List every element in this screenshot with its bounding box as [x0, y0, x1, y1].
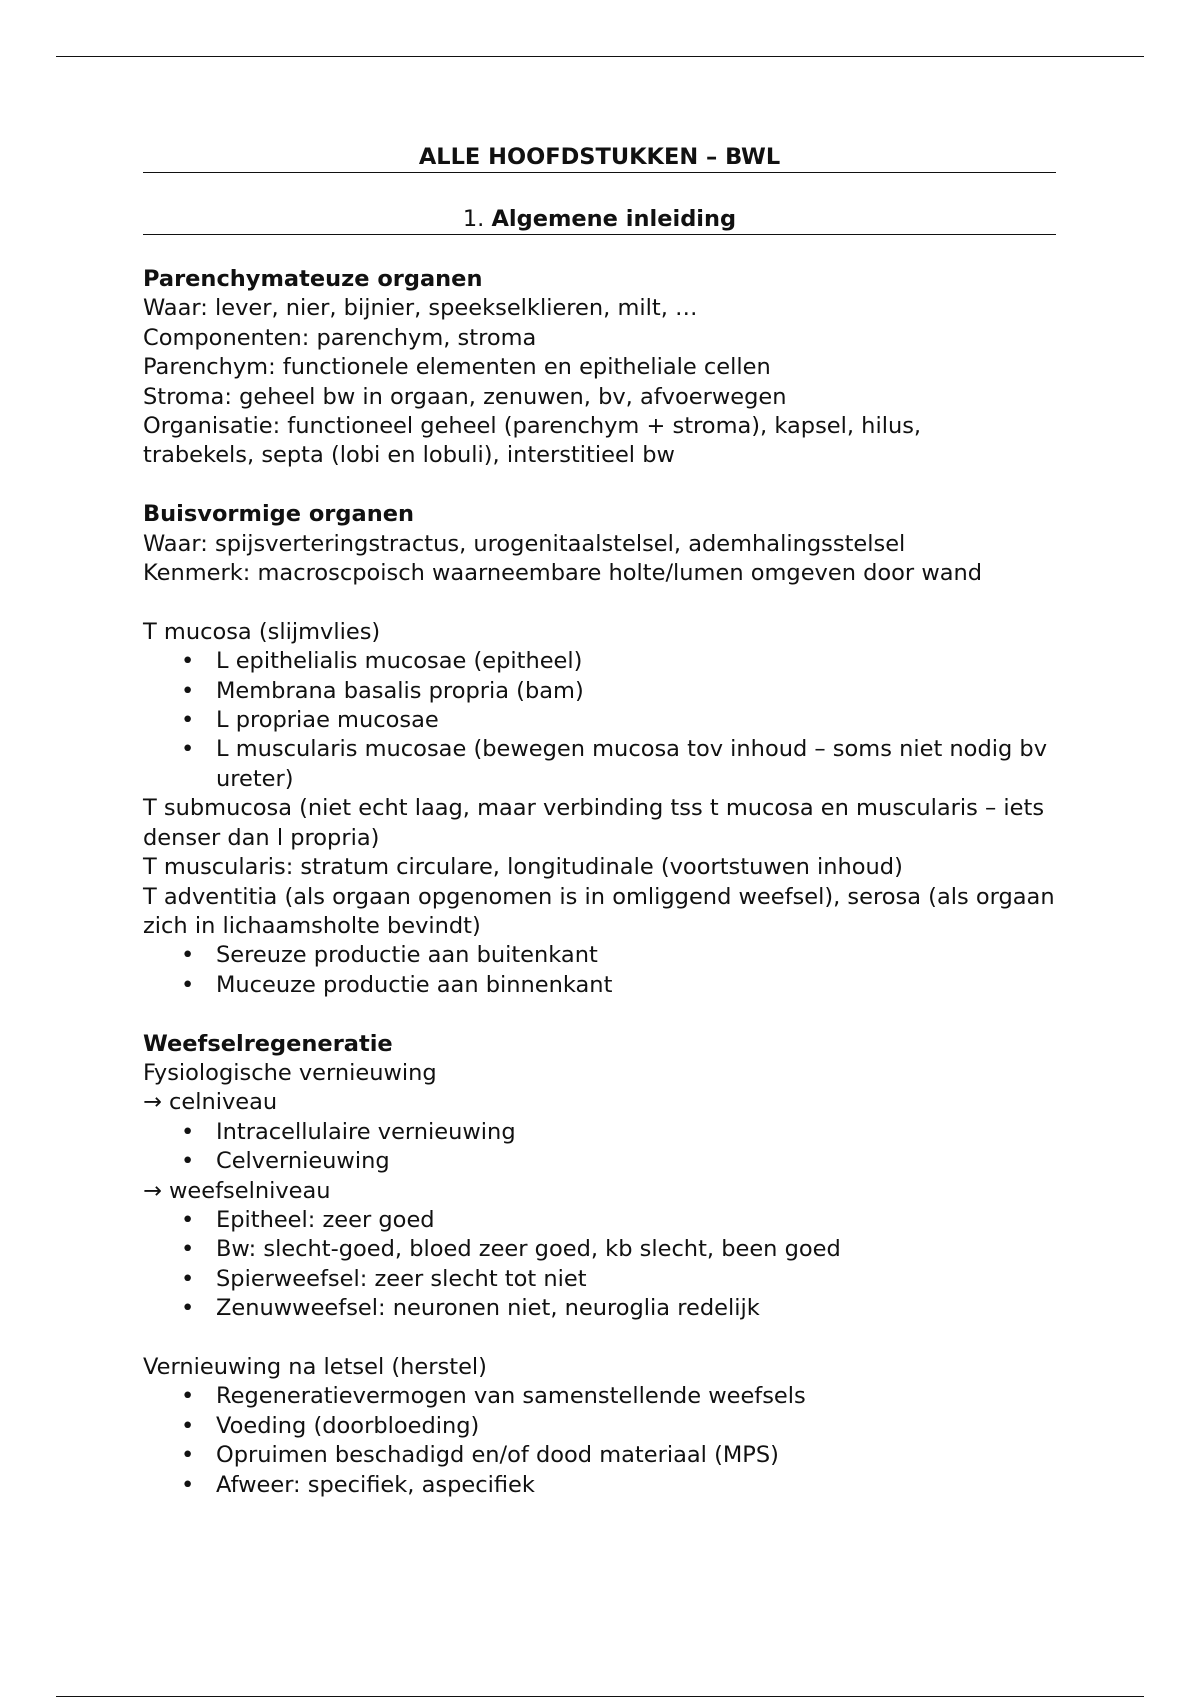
text-line: Fysiologische vernieuwing: [143, 1059, 437, 1086]
spacer: [143, 588, 1056, 617]
text-line: trabekels, septa (lobi en lobuli), interstitieel bw: [143, 442, 675, 469]
muscularis-text: T muscularis: stratum circulare, longitudinale (voortstuwen inhoud): [143, 854, 903, 881]
submucosa-text: T submucosa (niet echt laag, maar verbinding tss t mucosa en muscularis – iets denser dan l propria): [143, 795, 1045, 851]
section-heading: Weefselregeneratie: [143, 1030, 393, 1057]
list-item: • Membrana basalis propria (bam): [143, 677, 1056, 706]
chapter-number: 1.: [462, 206, 485, 232]
mucosa-label: T mucosa (slijmvlies): [143, 618, 381, 645]
letsel-list: [143, 1382, 1056, 1500]
text-line: Stroma: geheel bw in orgaan, zenuwen, bv, afvoerwegen: [143, 383, 787, 410]
list-item: • Sereuze productie aan buitenkant: [143, 941, 1056, 970]
spacer: [143, 1324, 1056, 1353]
spacer: [143, 1000, 1056, 1029]
list-item: • Intracellulaire vernieuwing: [143, 1118, 1056, 1147]
list-item: • Spierweefsel: zeer slecht tot niet: [143, 1265, 1056, 1294]
page-bottom-rule: [56, 1696, 1144, 1697]
celniveau-label: → celniveau: [143, 1089, 278, 1116]
weefselniveau-label: → weefselniveau: [143, 1177, 331, 1204]
list-item: • Muceuze productie aan binnenkant: [143, 971, 1056, 1000]
adventitia-list: [143, 941, 1056, 1000]
letsel-label: Vernieuwing na letsel (herstel): [143, 1353, 487, 1380]
section-heading: Parenchymateuze organen: [143, 266, 483, 292]
page-top-rule: [56, 56, 1144, 57]
list-item: • Opruimen beschadigd en/of dood materiaal (MPS): [143, 1441, 1056, 1470]
text-line: Kenmerk: macroscpoisch waarneembare holte/lumen omgeven door wand: [143, 560, 983, 587]
section-heading: Buisvormige organen: [143, 501, 414, 528]
weefselniveau-list: [143, 1206, 1056, 1324]
section-parenchymateuze-organen: [143, 265, 1056, 471]
list-item: • Celvernieuwing: [143, 1147, 1056, 1176]
list-item: • L epithelialis mucosae (epitheel): [143, 647, 1056, 676]
document-title: ALLE HOOFDSTUKKEN – BWL: [143, 143, 1056, 173]
celniveau-list: [143, 1118, 1056, 1177]
mucosa-list: [143, 647, 1056, 794]
chapter-heading: [143, 205, 1056, 235]
list-item: • Zenuwweefsel: neuronen niet, neuroglia redelijk: [143, 1294, 1056, 1323]
adventitia-text: T adventitia (als orgaan opgenomen is in omliggend weefsel), serosa (als orgaan zich in lichaamsholte bevindt): [143, 883, 1055, 939]
text-line: Parenchym: functionele elementen en epitheliale cellen: [143, 354, 771, 381]
spacer: [143, 471, 1056, 500]
list-item: • Voeding (doorbloeding): [143, 1412, 1056, 1441]
list-item: • Bw: slecht-goed, bloed zeer goed, kb slecht, been goed: [143, 1235, 1056, 1264]
chapter-name: Algemene inleiding: [491, 206, 737, 232]
document-body: [143, 143, 1056, 1500]
spacer: [143, 235, 1056, 265]
text-line: Waar: spijsverteringstractus, urogenitaalstelsel, ademhalingsstelsel: [143, 530, 906, 557]
text-line: Organisatie: functioneel geheel (parenchym + stroma), kapsel, hilus,: [143, 413, 922, 440]
section-buisvormige-organen: [143, 500, 1056, 1000]
list-item: • Afweer: specifiek, aspecifiek: [143, 1471, 1056, 1500]
text-line: Waar: lever, nier, bijnier, speekselklieren, milt, …: [143, 295, 698, 322]
text-line: Componenten: parenchym, stroma: [143, 324, 537, 351]
list-item: • L muscularis mucosae (bewegen mucosa tov inhoud – soms niet nodig bv ureter): [143, 735, 1056, 794]
section-weefselregeneratie: [143, 1030, 1056, 1500]
list-item: • Regeneratievermogen van samenstellende weefsels: [143, 1382, 1056, 1411]
list-item: • L propriae mucosae: [143, 706, 1056, 735]
list-item: • Epitheel: zeer goed: [143, 1206, 1056, 1235]
